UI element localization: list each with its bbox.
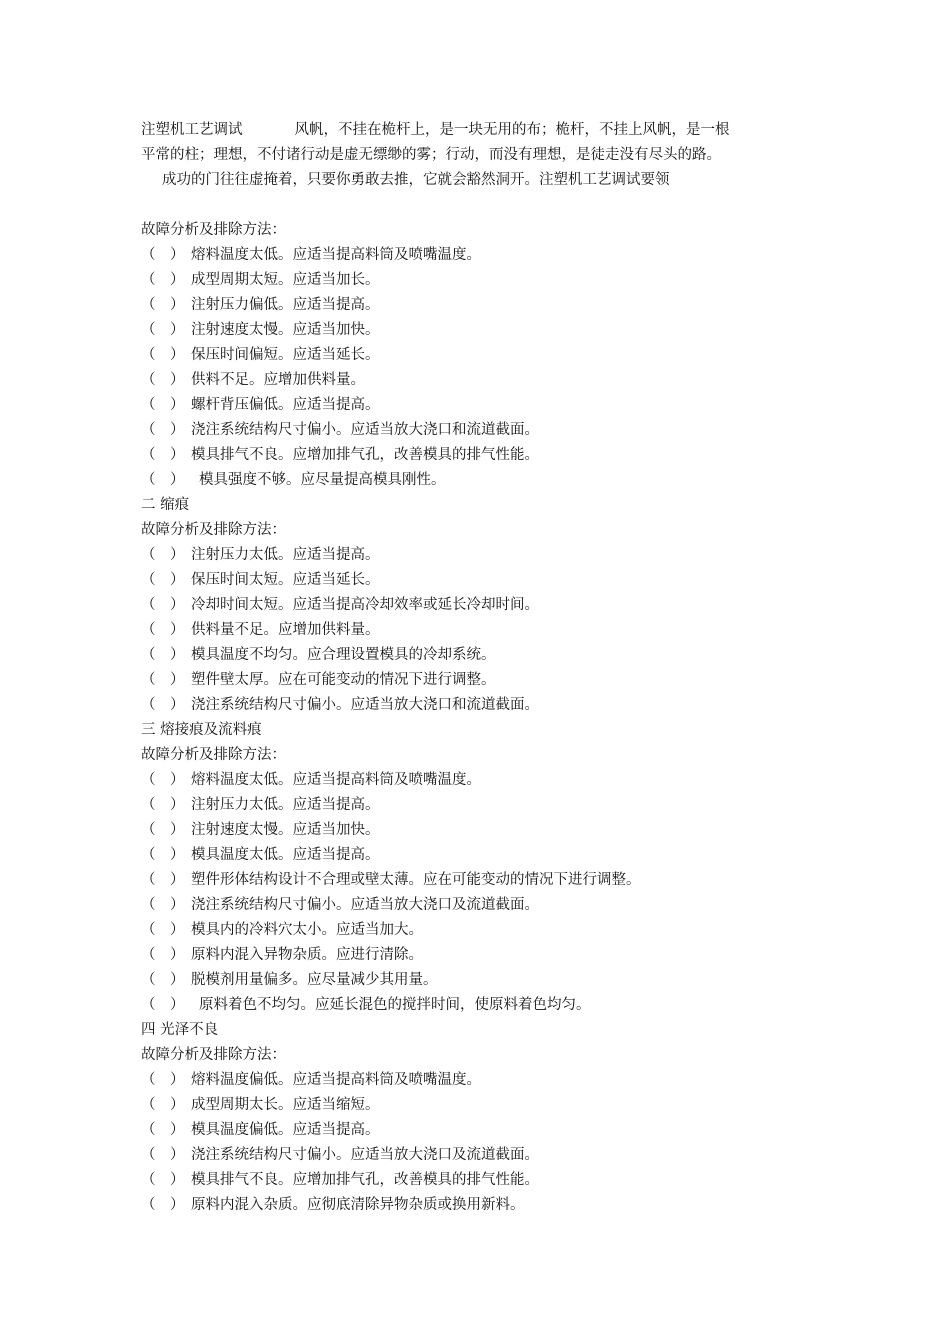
paren-label: （ ） [141, 872, 185, 888]
paren-label: （ ） [141, 897, 185, 913]
list-item: （ ） 原料内混入异物杂质。应进行清除。 [141, 943, 816, 968]
paren-label: （ ） [141, 572, 185, 588]
section-3-subheading: 故障分析及排除方法： [141, 747, 286, 763]
list-item: （ ） 模具排气不良。应增加排气孔，改善模具的排气性能。 [141, 443, 816, 468]
section-3 [141, 718, 816, 1018]
section-1 [141, 218, 816, 493]
paren-label: （ ） [141, 1097, 185, 1113]
list-item: （ ） 浇注系统结构尺寸偏小。应适当放大浇口及流道截面。 [141, 1143, 816, 1168]
paren-label: （ ） [141, 272, 185, 288]
paren-label: （ ） [141, 1197, 185, 1213]
section-2 [141, 493, 816, 718]
intro-paragraph [141, 118, 816, 193]
section-4 [141, 1018, 816, 1218]
paren-label: （ ） [141, 847, 185, 863]
paren-label: （ ） [141, 397, 185, 413]
paren-label: （ ） [141, 1122, 185, 1138]
list-item: （ ） 原料内混入杂质。应彻底清除异物杂质或换用新料。 [141, 1193, 816, 1218]
paren-label: （ ） [141, 697, 185, 713]
section-3-heading: 三 熔接痕及流料痕 [141, 722, 262, 738]
list-item: （ ） 注射压力太低。应适当提高。 [141, 793, 816, 818]
list-item: （ ） 熔料温度太低。应适当提高料筒及喷嘴温度。 [141, 768, 816, 793]
list-item: （ ） 浇注系统结构尺寸偏小。应适当放大浇口和流道截面。 [141, 693, 816, 718]
list-item: （ ） 熔料温度偏低。应适当提高料筒及喷嘴温度。 [141, 1068, 816, 1093]
paren-label: （ ） [141, 247, 185, 263]
paren-label: （ ） [141, 997, 185, 1013]
paren-label: （ ） [141, 447, 185, 463]
paren-label: （ ） [141, 1072, 185, 1088]
paren-label: （ ） [141, 322, 185, 338]
list-item: （ ） 保压时间太短。应适当延长。 [141, 568, 816, 593]
paren-label: （ ） [141, 822, 185, 838]
list-item: （ ） 模具强度不够。应尽量提高模具刚性。 [141, 468, 816, 493]
section-1-subheading: 故障分析及排除方法： [141, 222, 286, 238]
list-item: （ ） 冷却时间太短。应适当提高冷却效率或延长冷却时间。 [141, 593, 816, 618]
list-item: （ ） 成型周期太短。应适当加长。 [141, 268, 816, 293]
section-4-subheading: 故障分析及排除方法： [141, 1047, 286, 1063]
list-item: （ ） 注射压力偏低。应适当提高。 [141, 293, 816, 318]
list-item: （ ） 成型周期太长。应适当缩短。 [141, 1093, 816, 1118]
list-item: （ ） 供料不足。应增加供料量。 [141, 368, 816, 393]
section-2-subheading: 故障分析及排除方法： [141, 522, 286, 538]
section-2-heading: 二 缩痕 [141, 497, 190, 513]
list-item: （ ） 熔料温度太低。应适当提高料筒及喷嘴温度。 [141, 243, 816, 268]
list-item: （ ） 塑件形体结构设计不合理或壁太薄。应在可能变动的情况下进行调整。 [141, 868, 816, 893]
paren-label: （ ） [141, 547, 185, 563]
list-item: （ ） 浇注系统结构尺寸偏小。应适当放大浇口及流道截面。 [141, 893, 816, 918]
intro-line-2: 平常的柱；理想，不付诸行动是虚无缥缈的雾；行动，而没有理想，是徒走没有尽头的路。 [141, 147, 721, 163]
list-item: （ ） 供料量不足。应增加供料量。 [141, 618, 816, 643]
list-item: （ ） 注射速度太慢。应适当加快。 [141, 818, 816, 843]
list-item: （ ） 模具温度太低。应适当提高。 [141, 843, 816, 868]
paren-label: （ ） [141, 622, 185, 638]
paren-label: （ ） [141, 772, 185, 788]
intro-line-1-text: 风帆，不挂在桅杆上，是一块无用的布；桅杆，不挂上风帆，是一根 [294, 122, 730, 138]
list-item: （ ） 模具温度偏低。应适当提高。 [141, 1118, 816, 1143]
intro-line-3 [141, 168, 816, 193]
list-item: （ ） 螺杆背压偏低。应适当提高。 [141, 393, 816, 418]
paren-label: （ ） [141, 647, 185, 663]
intro-line-1 [141, 118, 816, 143]
paren-label: （ ） [141, 947, 185, 963]
list-item: （ ） 塑件壁太厚。应在可能变动的情况下进行调整。 [141, 668, 816, 693]
paren-label: （ ） [141, 472, 185, 488]
paren-label: （ ） [141, 1172, 185, 1188]
list-item: （ ） 注射速度太慢。应适当加快。 [141, 318, 816, 343]
list-item: （ ） 原料着色不均匀。应延长混色的搅拌时间，使原料着色均匀。 [141, 993, 816, 1018]
list-item: （ ） 模具内的冷料穴太小。应适当加大。 [141, 918, 816, 943]
paren-label: （ ） [141, 372, 185, 388]
document-title: 注塑机工艺调试 [141, 122, 243, 138]
paren-label: （ ） [141, 1147, 185, 1163]
list-item: （ ） 模具温度不均匀。应合理设置模具的冷却系统。 [141, 643, 816, 668]
list-item: （ ） 脱模剂用量偏多。应尽量减少其用量。 [141, 968, 816, 993]
intro-line-3-text: 成功的门往往虚掩着，只要你勇敢去推，它就会豁然洞开。注塑机工艺调试要领 [162, 172, 670, 188]
paren-label: （ ） [141, 797, 185, 813]
list-item: （ ） 模具排气不良。应增加排气孔，改善模具的排气性能。 [141, 1168, 816, 1193]
paren-label: （ ） [141, 422, 185, 438]
list-item: （ ） 浇注系统结构尺寸偏小。应适当放大浇口和流道截面。 [141, 418, 816, 443]
paren-label: （ ） [141, 297, 185, 313]
paren-label: （ ） [141, 597, 185, 613]
paren-label: （ ） [141, 972, 185, 988]
paren-label: （ ） [141, 922, 185, 938]
list-item: （ ） 注射压力太低。应适当提高。 [141, 543, 816, 568]
section-4-heading: 四 光泽不良 [141, 1022, 219, 1038]
document-page [141, 118, 816, 1218]
paren-label: （ ） [141, 347, 185, 363]
paren-label: （ ） [141, 672, 185, 688]
list-item: （ ） 保压时间偏短。应适当延长。 [141, 343, 816, 368]
